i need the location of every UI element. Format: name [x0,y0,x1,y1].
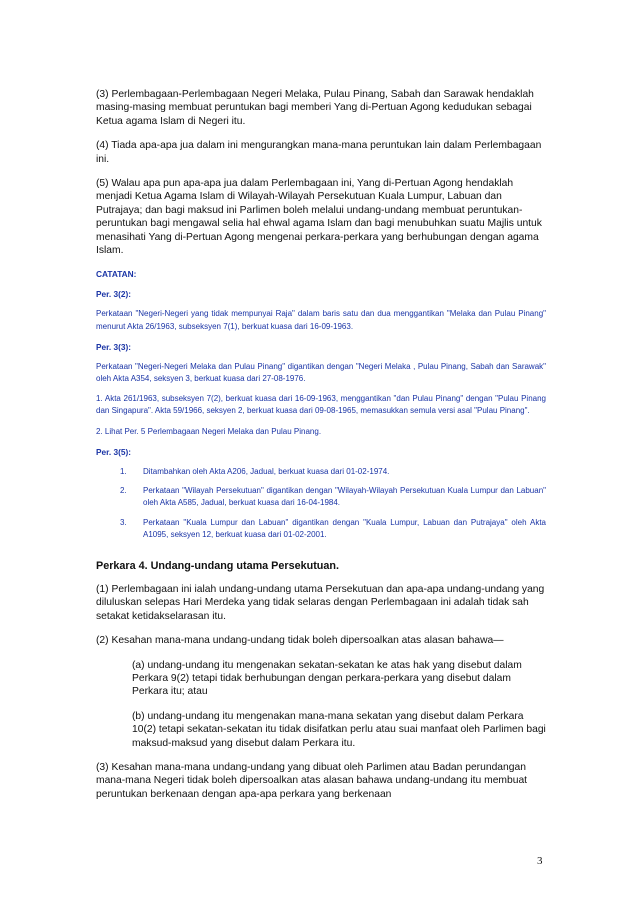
catatan-title: CATATAN: [96,269,137,280]
note-label-per-3-3: Per. 3(3): [96,341,132,352]
article-4-heading: Perkara 4. Undang-undang utama Persekutuan. [96,559,339,572]
note-list-per-3-5 [120,466,546,541]
list-item-number: 2. [120,486,127,496]
article-4-clause-3: (3) Kesahan mana-mana undang-undang yang dibuat oleh Parlimen atau Badan perundangan mana-mana Negeri tidak boleh dipersoalkan atas alasan bahawa undang-undang itu membuat peruntukan berkenaan dengan apa-apa perkara yang berkenaan [96,761,528,800]
list-item [120,485,546,509]
note-text-per-3-3: Perkataan "Negeri-Negeri Melaka dan Pulau Pinang" digantikan dengan "Negeri Melaka , Pulau Pinang, Sabah dan Sarawak" oleh Akta A354, seksyen 3, berkuat kuasa dari 27-08-1976. [96,361,546,384]
list-item-text: Ditambahkan oleh Akta A206, Jadual, berkuat kuasa dari 01-02-1974. [143,466,390,476]
note-text-per-3-3-item-2: 2. Lihat Per. 5 Perlembagaan Negeri Melaka dan Pulau Pinang. [96,426,322,436]
article-4-clause-1: (1) Perlembagaan ini ialah undang-undang utama Persekutuan dan apa-apa undang-undang yang diluluskan selepas Hari Merdeka yang tidak selaras dengan Perlembagaan ini adalah tidak sah setakat ketidakselarasan itu. [96,583,545,622]
list-item-number: 3. [120,517,127,527]
note-label-per-3-5: Per. 3(5): [96,446,132,457]
article-3-clause-4: (4) Tiada apa-apa jua dalam ini mengurangkan mana-mana peruntukan lain dalam Perlembagaan ini. [96,140,542,165]
list-item [120,517,546,541]
document-page [96,88,546,801]
list-item-text: Perkataan "Kuala Lumpur dan Labuan" digantikan dengan "Kuala Lumpur, Labuan dan Putrajaya" oleh Akta A1095, seksyen 12, berkuat kuasa dari 01-02-2001. [143,517,546,539]
list-item-number: 1. [120,466,127,476]
article-3-clause-5: (5) Walau apa pun apa-apa jua dalam Perlembagaan ini, Yang di-Pertuan Agong hendaklah menjadi Ketua Agama Islam di Wilayah-Wilayah Persekutuan Kuala Lumpur, Labuan dan Putrajaya; dan bagi maksud ini Parlimen boleh melalui undang-undang membuat peruntukan-peruntukan bagi mengawal selia hal ehwal agama Islam dan bagi menubuhkan suatu Majlis untuk menasihati Yang di-Pertuan Agong mengenai perkara-perkara yang berhubungan dengan agama Islam. [96,178,542,257]
article-4-clause-2a: (a) undang-undang itu mengenakan sekatan-sekatan ke atas hak yang disebut dalam Perkara 9(2) tetapi tidak berhubungan dengan perkara-perkara yang disebut dalam Perkara itu; atau [132,659,522,698]
article-4-clause-2b: (b) undang-undang itu mengenakan mana-mana sekatan yang disebut dalam Perkara 10(2) tetapi sekatan-sekatan itu tidak disifatkan perlu atau suai manfaat oleh Parlimen bagi maksud-maksud yang disebut dalam Perkara itu. [132,710,546,749]
article-4-clause-2: (2) Kesahan mana-mana undang-undang tidak boleh dipersoalkan atas alasan bahawa— [96,635,504,647]
note-text-per-3-3-item-1: 1. Akta 261/1963, subseksyen 7(2), berkuat kuasa dari 16-09-1963, menggantikan "dan Pulau Pinang" dengan "Pulau Pinang dan Singapura". Akta 59/1966, seksyen 2, berkuat kuasa dari 09-08-1965, memasukkan semula versi asal "Pulau Pinang". [96,394,546,416]
note-label-per-3-2: Per. 3(2): [96,289,132,300]
page-number: 3 [537,855,543,867]
list-item-text: Perkataan "Wilayah Persekutuan" digantikan dengan "Wilayah-Wilayah Persekutuan Kuala Lumpur dan Labuan" oleh Akta A585, Jadual, berkuat kuasa dari 16-04-1984. [143,486,546,508]
note-text-per-3-2: Perkataan "Negeri-Negeri yang tidak mempunyai Raja" dalam baris satu dan dua menggantikan "Melaka dan Pulau Pinang" menurut Akta 26/1963, subseksyen 7(1), berkuat kuasa dari 16-09-1963. [96,309,546,331]
article-3-clause-3: (3) Perlembagaan-Perlembagaan Negeri Melaka, Pulau Pinang, Sabah dan Sarawak hendaklah masing-masing membuat peruntukan bagi memberi Yang di-Pertuan Agong kedudukan sebagai Ketua agama Islam di Negeri itu. [96,89,534,127]
list-item [120,466,546,478]
